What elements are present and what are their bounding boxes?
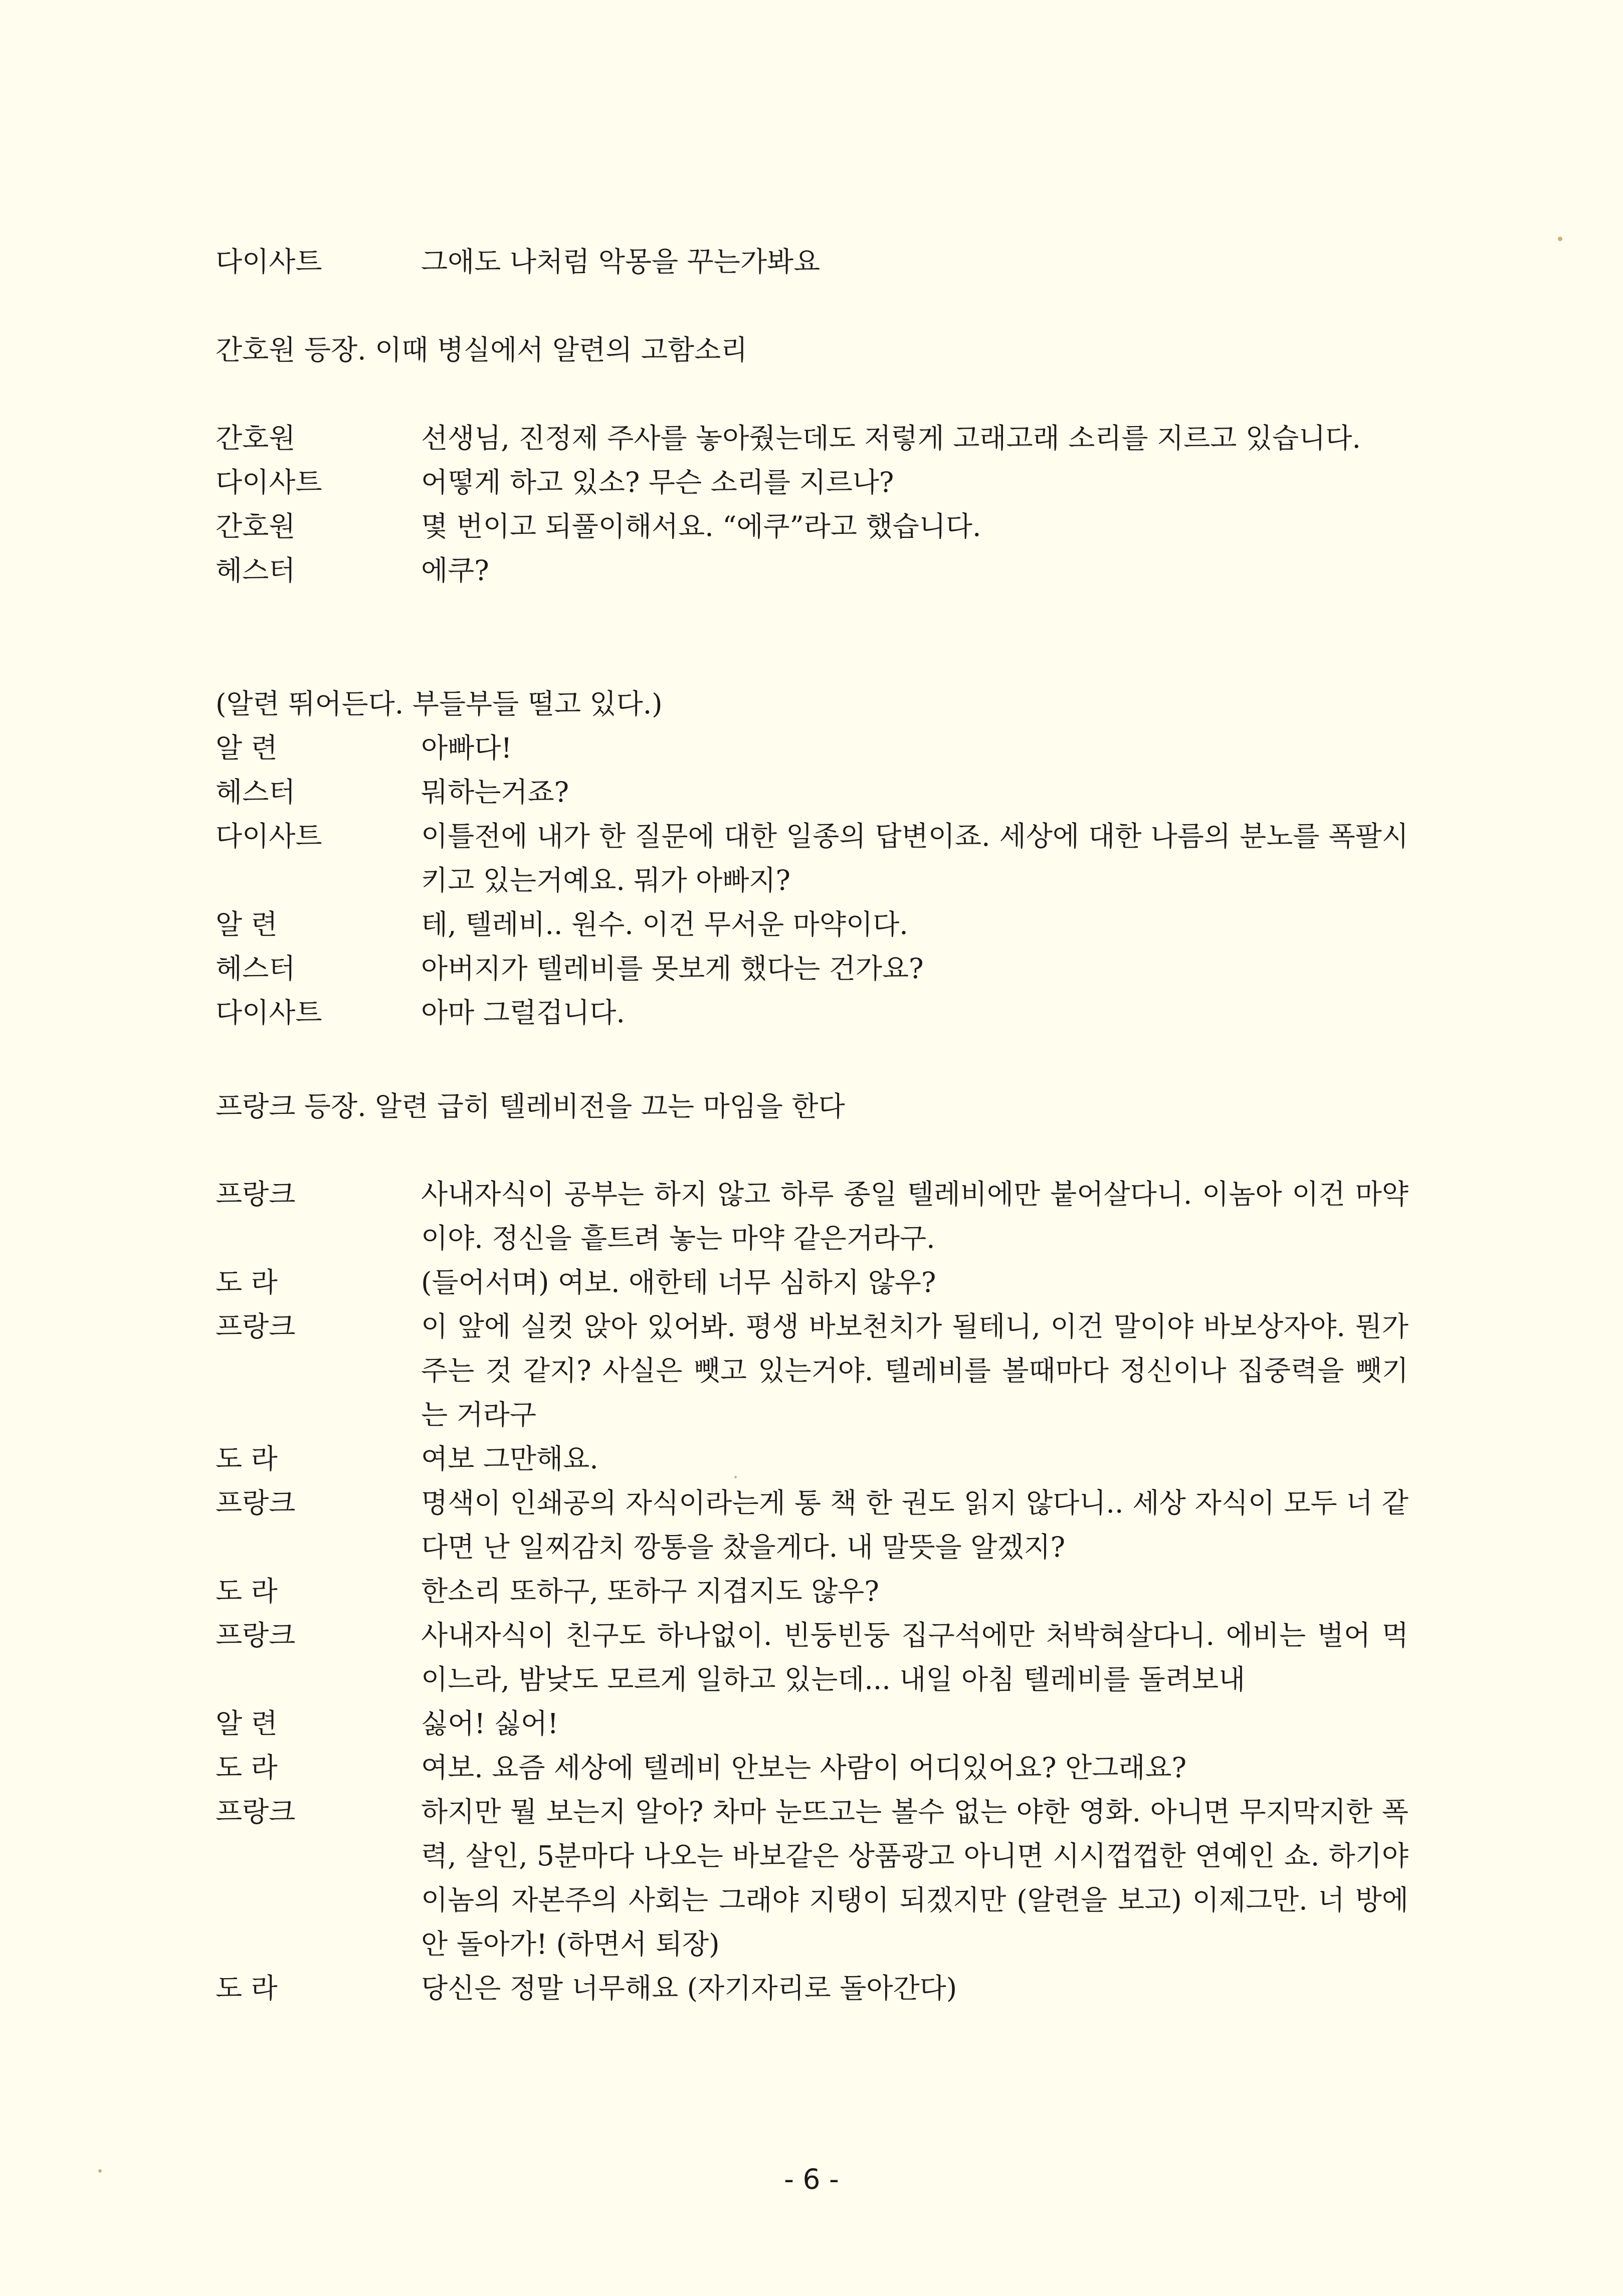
paper-speck	[98, 2169, 102, 2173]
speech-text: 한소리 또하구, 또하구 지겹지도 않우?	[421, 1575, 879, 1607]
speaker-name: 헤스터	[216, 776, 296, 808]
dialogue-line	[216, 1569, 1408, 1613]
dialogue-block-4	[216, 1172, 1408, 2010]
speaker-name: 다이사트	[216, 246, 322, 278]
speech-text: 당신은 정말 너무해요 (자기자리로 돌아간다)	[421, 1972, 957, 2004]
dialogue-line	[216, 726, 1408, 770]
speaker-name: 다이사트	[216, 997, 322, 1029]
dialogue-line	[216, 902, 1408, 946]
speaker-name: 프랑크	[216, 1310, 296, 1343]
speech-text: 아마 그럴겁니다.	[421, 997, 625, 1029]
speech-text: 사내자식이 공부는 하지 않고 하루 종일 텔레비에만 붙어살다니. 이놈아 이건 마약이야. 정신을 흩트려 놓는 마약 같은거라구.	[421, 1178, 1408, 1254]
speech-text: 그애도 나처럼 악몽을 꾸는가봐요	[421, 246, 821, 278]
speech-text: 싫어! 싫어!	[421, 1707, 559, 1740]
dialogue-line	[216, 1437, 1408, 1481]
dialogue-line	[216, 548, 1408, 593]
dialogue-line	[216, 770, 1408, 814]
speech-text: 이 앞에 실컷 앉아 있어봐. 평생 바보천치가 될테니, 이건 말이야 바보상자야. 뭔가 주는 것 같지? 사실은 뺏고 있는거야. 텔레비를 볼때마다 정신이나 집중력을 뺏기는 거라구	[421, 1310, 1408, 1431]
speech-text: (들어서며) 여보. 애한테 너무 심하지 않우?	[421, 1266, 936, 1298]
dialogue-line	[216, 1613, 1408, 1701]
speaker-name: 알 련	[216, 908, 278, 940]
speech-text: 에쿠?	[421, 554, 489, 587]
speaker-name: 도 라	[216, 1266, 278, 1298]
speaker-name: 도 라	[216, 1752, 278, 1784]
speech-text: 아버지가 텔레비를 못보게 했다는 건가요?	[421, 952, 924, 985]
dialogue-line	[216, 416, 1408, 460]
dialogue-line	[216, 814, 1408, 902]
speaker-name: 프랑크	[216, 1178, 296, 1210]
speaker-name: 헤스터	[216, 952, 296, 985]
paper-speck	[734, 1476, 737, 1478]
dialogue-line	[216, 682, 1408, 726]
speech-text: 아빠다!	[421, 732, 512, 764]
speech-text: 하지만 뭘 보는지 알아? 차마 눈뜨고는 볼수 없는 야한 영화. 아니면 무지막지한 폭력, 살인, 5분마다 나오는 바보같은 상품광고 아니면 시시껍껍한 연예인 쇼. 하기야 이놈의 자본주의 사회는 그래야 지탱이 되겠지만 (알련을 보고) 이제그만. 너 방에 안 돌아가! (하면서 퇴장)	[421, 1796, 1408, 1960]
speaker-name: 다이사트	[216, 466, 322, 498]
dialogue-line	[216, 1304, 1408, 1437]
dialogue-line	[216, 240, 1408, 284]
speech-text: 여보 그만해요.	[421, 1443, 598, 1475]
dialogue-line	[216, 946, 1408, 991]
stage-direction-2	[216, 1084, 1408, 1128]
speech-text: 사내자식이 친구도 하나없이. 빈둥빈둥 집구석에만 처박혀살다니. 에비는 벌어 먹이느라, 밤낮도 모르게 일하고 있는데... 내일 아침 텔레비를 돌려보내	[421, 1619, 1408, 1695]
dialogue-line	[216, 1701, 1408, 1746]
speaker-name: 헤스터	[216, 554, 296, 587]
speaker-name: 다이사트	[216, 820, 322, 852]
speaker-name: 알 련	[216, 1707, 278, 1740]
speech-text: 어떻게 하고 있소? 무슨 소리를 지르나?	[421, 466, 894, 498]
dialogue-line	[216, 504, 1408, 548]
speaker-name: 프랑크	[216, 1487, 296, 1519]
dialogue-line	[216, 1260, 1408, 1304]
stage-direction-text: 프랑크 등장. 알련 급히 텔레비전을 끄는 마임을 한다	[216, 1090, 845, 1122]
speech-text: 명색이 인쇄공의 자식이라는게 통 책 한 권도 읽지 않다니.. 세상 자식이 모두 너 같다면 난 일찌감치 깡통을 찼을게다. 내 말뜻을 알겠지?	[421, 1487, 1408, 1563]
speaker-name: 도 라	[216, 1443, 278, 1475]
speaker-name: 도 라	[216, 1575, 278, 1607]
stage-direction-text: 간호원 등장. 이때 병실에서 알련의 고함소리	[216, 334, 748, 366]
speaker-name: 프랑크	[216, 1796, 296, 1828]
dialogue-block-3	[216, 682, 1408, 1035]
speech-text: 뭐하는거죠?	[421, 776, 569, 808]
speaker-name: 알 련	[216, 732, 278, 764]
speaker-name: 도 라	[216, 1972, 278, 2004]
speaker-name: 간호원	[216, 510, 296, 542]
dialogue-line	[216, 1481, 1408, 1569]
speech-text: 몇 번이고 되풀이해서요. “에쿠”라고 했습니다.	[421, 510, 981, 542]
speech-text: 선생님, 진정제 주사를 놓아줬는데도 저렇게 고래고래 소리를 지르고 있습니다.	[421, 422, 1361, 454]
dialogue-block-1	[216, 240, 1408, 284]
dialogue-block-2	[216, 416, 1408, 593]
stage-direction-text: (알련 뛰어든다. 부들부들 떨고 있다.)	[216, 688, 663, 720]
speech-text: 테, 텔레비.. 원수. 이건 무서운 마약이다.	[421, 908, 908, 940]
speaker-name: 프랑크	[216, 1619, 296, 1651]
dialogue-line	[216, 1746, 1408, 1790]
dialogue-line	[216, 1790, 1408, 1966]
speaker-name: 간호원	[216, 422, 296, 454]
page-number: - 6 -	[784, 2163, 839, 2195]
stage-direction-1	[216, 328, 1408, 372]
speech-text: 여보. 요즘 세상에 텔레비 안보는 사람이 어디있어요? 안그래요?	[421, 1752, 1187, 1784]
speech-text: 이틀전에 내가 한 질문에 대한 일종의 답변이죠. 세상에 대한 나름의 분노를 폭팔시키고 있는거예요. 뭐가 아빠지?	[421, 820, 1408, 896]
dialogue-line	[216, 991, 1408, 1035]
dialogue-line	[216, 1966, 1408, 2010]
dialogue-line	[216, 1172, 1408, 1260]
dialogue-line	[216, 460, 1408, 504]
paper-speck	[1558, 237, 1562, 241]
